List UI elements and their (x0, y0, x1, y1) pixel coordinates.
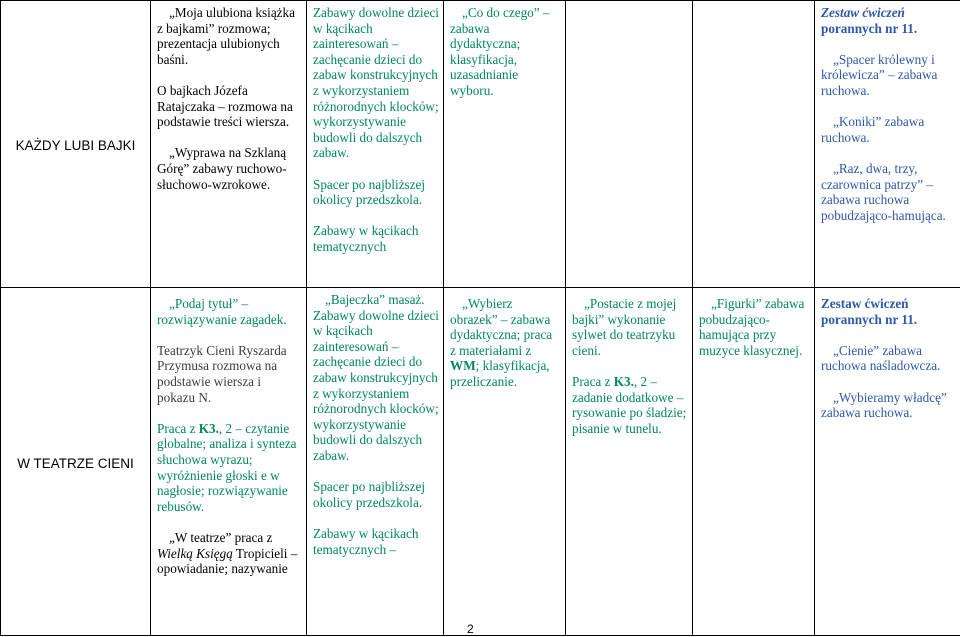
activity-text: Spacer po najbliższej okolicy przedszkola. (313, 479, 426, 510)
theme-cell (1, 1, 151, 288)
free-play-cell (307, 1, 444, 288)
activity-text: „Bajeczka” masaż. (325, 292, 425, 307)
table-row-fairy-tales (1, 1, 960, 288)
exercises-heading: Zestaw ćwiczeń (821, 296, 909, 311)
table-row-shadow-theatre (1, 288, 960, 636)
activity-text: Zabawy dowolne dzieci w kącikach zainteresowań – zachęcanie dzieci do zabaw konstrukcyjnych z wykorzystaniem różnorodnych klocków; wykorzystywanie budowli do dalszych zabaw. (313, 307, 439, 463)
theme-cell (1, 288, 151, 636)
music-game-cell (693, 288, 815, 636)
activity-text: Teatrzyk Cieni Ryszarda Przymusa rozmowa na podstawie wiersza i pokazu N. (157, 342, 287, 405)
activity-text: „Cienie” zabawa ruchowa naśladowcza. (821, 342, 941, 374)
activity-text: „Koniki” zabawa ruchowa. (821, 114, 925, 145)
activity-text: Zabawy w kącikach tematycznych – (313, 525, 419, 557)
activity-text: „Postacie z mojej bajki” wykonanie sylwet do teatrzyku cieni. (572, 296, 677, 358)
activity-text: Zabawy dowolne dzieci w kącikach zainteresowań – zachęcanie dzieci do zabaw konstrukcyjnych z wykorzystaniem różnorodnych klocków; wykorzystywanie budowli do dalszych zabaw. (313, 5, 439, 161)
exercises-heading: porannych nr 11. (821, 311, 918, 327)
activity-text: Zabawy w kącikach tematycznych (313, 223, 419, 254)
exercises-cell (815, 1, 960, 288)
activity-text: „Moja ulubiona książka z bajkami” rozmowa; prezentacja ulubionych baśni. (157, 5, 295, 67)
activity-text: „W teatrze” praca z Wielką Księgą Tropicieli – opowiadanie; nazywanie (157, 529, 298, 577)
activity-text: „Raz, dwa, trzy, czarownica patrzy” – zabawa ruchowa pobudzająco-hamująca. (821, 160, 946, 223)
activity-text: Praca z K3., 2 – czytanie globalne; analiza i synteza słuchowa wyrazu; wyróżnienie głoski e w nagłosie; rozwiązywanie rebusów. (157, 420, 297, 514)
activity-text: „Wyprawa na Szklaną Górę” zabawy ruchowo- słuchowo-wzrokowe. (157, 145, 287, 192)
exercises-heading: Zestaw ćwiczeń (821, 5, 905, 20)
activity-text: Spacer po najbliższej okolicy przedszkola. (313, 176, 426, 208)
free-play-cell (307, 288, 444, 636)
didactic-game-cell (444, 288, 566, 636)
empty-cell (693, 1, 815, 288)
exercises-heading: porannych nr 11. (821, 20, 918, 36)
activities-cell (151, 288, 307, 636)
page-number: 2 (467, 622, 474, 636)
activities-cell (151, 1, 307, 288)
activity-text: „Spacer królewny i królewicza” – zabawa ruchowa. (821, 51, 938, 98)
activity-text: „Figurki” zabawa pobudzająco-hamująca przy muzyce klasycznej. (699, 296, 805, 358)
activity-text: Praca z K3., 2 – zadanie dodatkowe – rysowanie po śladzie; pisanie w tunelu. (572, 373, 687, 436)
activity-text: „Wybieramy władcę” zabawa ruchowa. (821, 389, 947, 421)
activity-text: O bajkach Józefa Ratajczaka – rozmowa na podstawie treści wiersza. (157, 82, 293, 130)
activity-text: „Wybierz obrazek” – zabawa dydaktyczna; praca z materiałami z WM; klasyfikacja, przeliczanie. (450, 296, 553, 389)
didactic-game-cell (444, 1, 566, 288)
activity-text: „Co do czego” – zabawa dydaktyczna; klasyfikacja, uzasadnianie wyboru. (450, 5, 550, 98)
theme-title: KAŻDY LUBI BAJKI (15, 138, 136, 154)
activity-text: „Podaj tytuł” – rozwiązywanie zagadek. (157, 296, 287, 327)
exercises-cell (815, 288, 960, 636)
theme-title: W TEATRZE CIENI (17, 455, 134, 471)
empty-cell (566, 1, 693, 288)
art-activity-cell (566, 288, 693, 636)
